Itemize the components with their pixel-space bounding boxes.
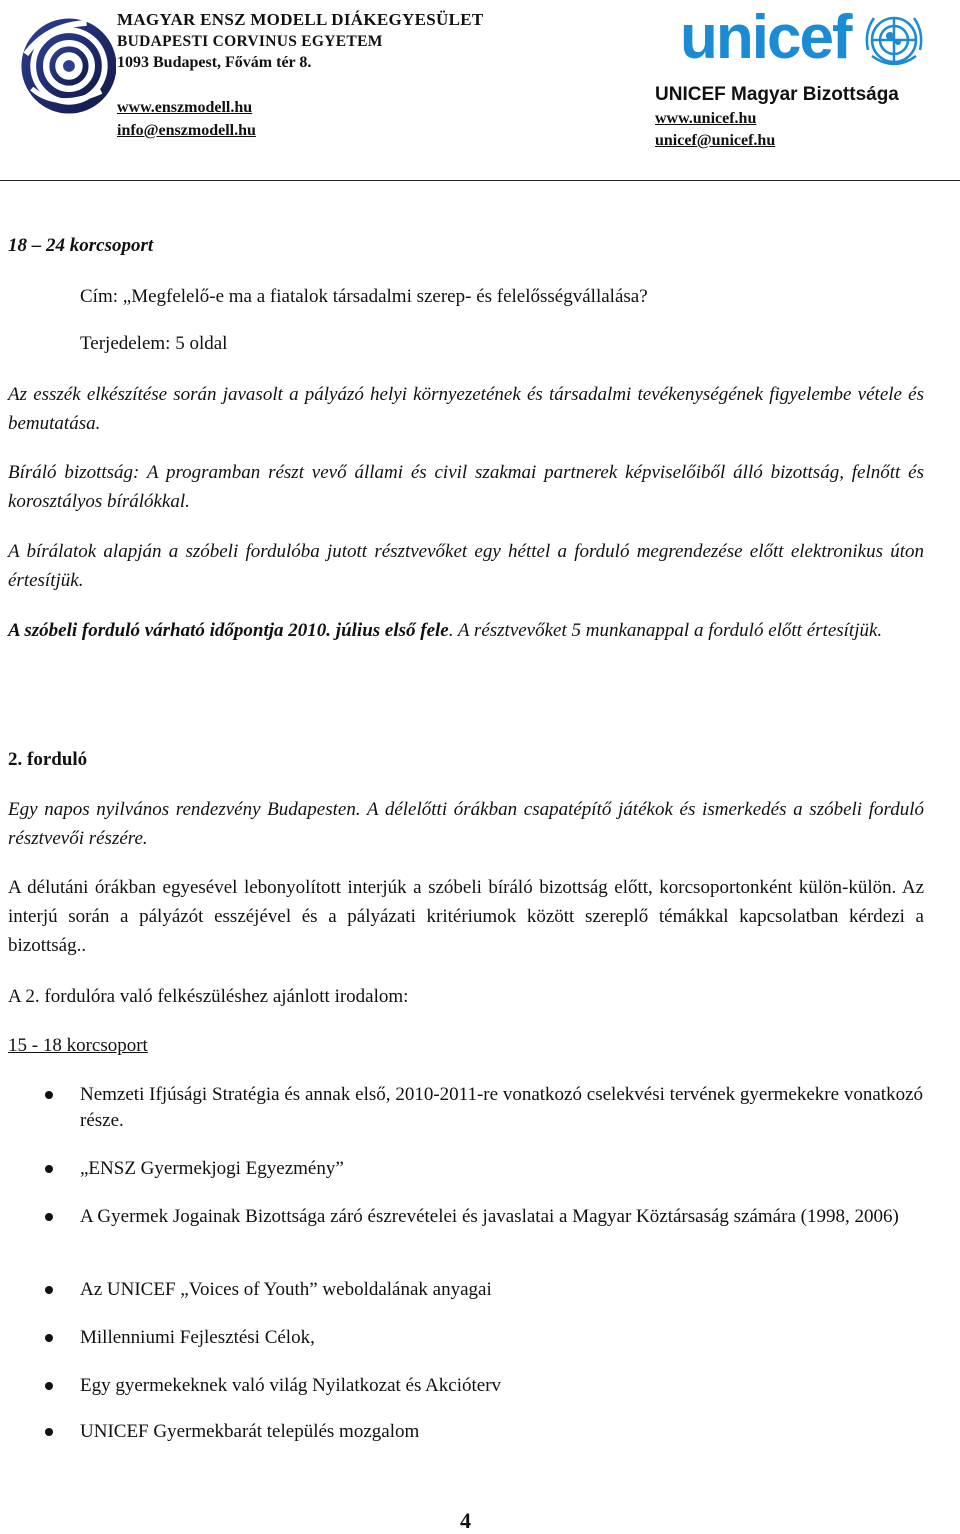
paragraph-environment: Az esszék elkészítése során javasolt a pályázó helyi környezetének és társadalmi tevékenységének figyelembe vétele és bemutatása. xyxy=(8,384,924,434)
paragraph-notification: A bírálatok alapján a szóbeli fordulóba jutott résztvevőket egy héttel a forduló megrendezése előtt elektronikus úton értesítjük. xyxy=(8,541,924,591)
university-name: BUDAPESTI CORVINUS EGYETEM xyxy=(117,33,383,50)
length-line: Terjedelem: 5 oldal xyxy=(80,333,228,354)
list-item-text: Az UNICEF „Voices of Youth” weboldalának anyagai xyxy=(80,1279,492,1300)
org-name: MAGYAR ENSZ MODELL DIÁKEGYESÜLET xyxy=(117,10,484,29)
unicef-logo-text: unicef xyxy=(680,3,851,72)
list-item-text: Nemzeti Ifjúsági Stratégia és annak első, 2010-2011-re vonatkozó cselekvési tervének gyermekekre vonatkozó része. xyxy=(80,1084,923,1131)
paragraph-oral-round xyxy=(8,616,924,645)
oral-round-notice: . A résztvevőket 5 munkanappal a forduló előtt értesítjük. xyxy=(448,620,883,641)
list-item-text: UNICEF Gyermekbarát település mozgalom xyxy=(80,1421,420,1442)
list-item-text: Millenniumi Fejlesztési Célok, xyxy=(80,1327,315,1348)
paragraph-interviews: A délutáni órákban egyesével lebonyolított interjúk a szóbeli bíráló bizottság előtt, korcsoportonként külön-külön. Az interjú során a pályázót esszéjével és a pályázati kritériumok között szereplő témákkal kapcsolatban kérdezi a bizottság.. xyxy=(8,877,924,956)
address: 1093 Budapest, Fővám tér 8. xyxy=(117,54,312,71)
unicef-email-link[interactable]: unicef@unicef.hu xyxy=(655,132,776,149)
paragraph-event: Egy napos nyilvános rendezvény Budapesten. A délelőtti órákban csapatépítő játékok és ismerkedés a szóbeli forduló résztvevői részére. xyxy=(8,799,924,849)
list-item-text: „ENSZ Gyermekjogi Egyezmény” xyxy=(80,1158,344,1179)
unicef-org-name: UNICEF Magyar Bizottsága xyxy=(655,84,899,105)
bullet-icon xyxy=(45,1091,53,1099)
bullet-icon xyxy=(45,1286,53,1294)
list-item-text: Egy gyermekeknek való világ Nyilatkozat és Akcióterv xyxy=(80,1375,502,1396)
list-item-text: A Gyermek Jogainak Bizottsága záró észrevételei és javaslatai a Magyar Köztársaság számára (1998, 2006) xyxy=(80,1206,899,1227)
paragraph-jury: Bíráló bizottság: A programban részt vevő állami és civil szakmai partnerek képviselőiből álló bizottság, felnőtt és korosztályos bírálókkal. xyxy=(8,462,924,512)
enszmodell-email-link[interactable]: info@enszmodell.hu xyxy=(117,122,256,139)
oral-round-date: A szóbeli forduló várható időpontja 2010. július első fele xyxy=(8,620,449,641)
age-group2-heading: 15 - 18 korcsoport xyxy=(8,1035,148,1056)
page-number: 4 xyxy=(460,1508,471,1533)
unicef-emblem-icon xyxy=(860,6,928,74)
round2-heading: 2. forduló xyxy=(8,749,88,770)
bullet-icon xyxy=(45,1428,53,1436)
header-left-contact xyxy=(117,8,577,142)
header-right-contact xyxy=(655,82,899,152)
enszmodell-logo-icon xyxy=(18,14,116,118)
header-divider xyxy=(0,180,960,181)
bullet-icon xyxy=(45,1213,53,1221)
bullet-icon xyxy=(45,1382,53,1390)
bullet-icon xyxy=(45,1334,53,1342)
literature-intro: A 2. fordulóra való felkészüléshez ajánlott irodalom: xyxy=(8,986,409,1007)
essay-title-line: Cím: „Megfelelő-e ma a fiatalok társadalmi szerep- és felelősségvállalása? xyxy=(80,286,648,307)
bullet-icon xyxy=(45,1165,53,1173)
enszmodell-website-link[interactable]: www.enszmodell.hu xyxy=(117,99,253,116)
age-group-heading: 18 – 24 korcsoport xyxy=(8,235,154,256)
unicef-website-link[interactable]: www.unicef.hu xyxy=(655,110,757,127)
